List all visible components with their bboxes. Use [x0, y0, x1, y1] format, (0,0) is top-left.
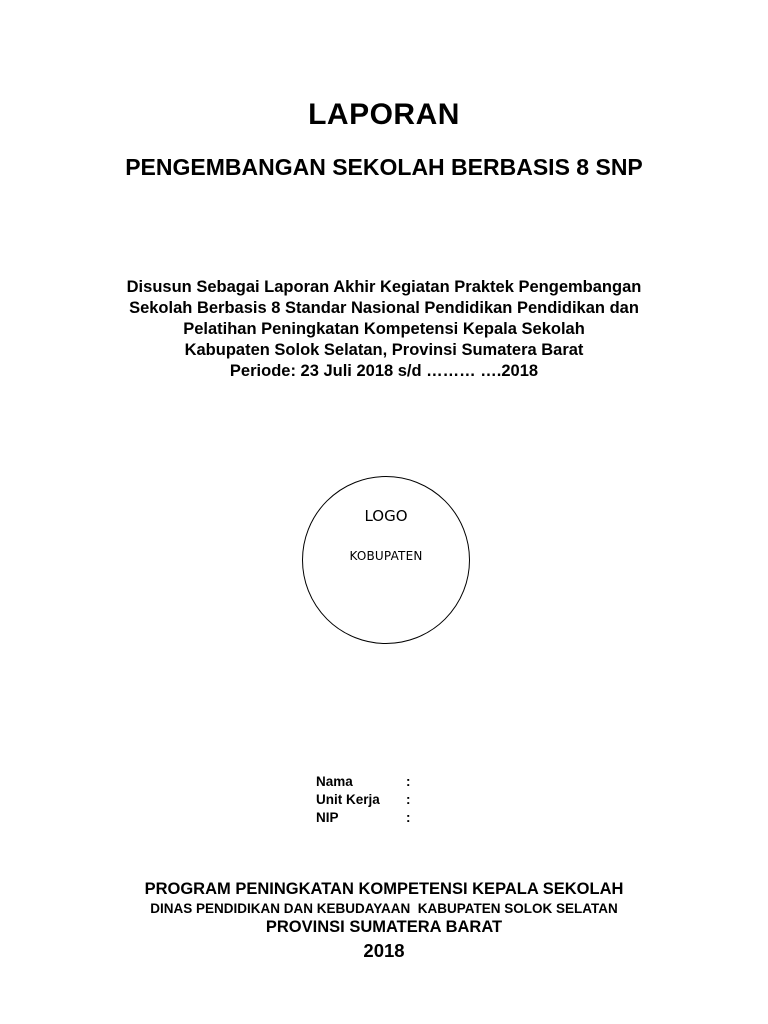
footer-year: 2018 [363, 940, 405, 961]
logo-placeholder-circle [302, 476, 470, 644]
description-line: Disusun Sebagai Laporan Akhir Kegiatan Praktek Pengembangan [126, 278, 642, 296]
logo-label: LOGO [364, 507, 408, 525]
identity-colon: : [406, 792, 411, 807]
footer-province: PROVINSI SUMATERA BARAT [265, 918, 503, 936]
identity-row-unit-kerja [316, 791, 416, 809]
identity-label: Nama [316, 774, 353, 789]
logo-sublabel: KOBUPATEN [349, 549, 423, 563]
description-line-period: Periode: 23 Juli 2018 s/d ……… ….2018 [229, 362, 539, 380]
report-subtitle: PENGEMBANGAN SEKOLAH BERBASIS 8 SNP [125, 154, 643, 180]
identity-label: Unit Kerja [316, 792, 380, 807]
description-line: Pelatihan Peningkatan Kompetensi Kepala Sekolah [183, 320, 585, 338]
report-description [0, 277, 768, 382]
identity-colon: : [406, 810, 411, 825]
description-line: Sekolah Berbasis 8 Standar Nasional Pendidikan Pendidikan dan [129, 299, 639, 317]
identity-row-nama [316, 773, 416, 791]
identity-colon: : [406, 774, 411, 789]
footer-program: PROGRAM PENINGKATAN KOMPETENSI KEPALA SEKOLAH [144, 880, 624, 898]
identity-label: NIP [316, 810, 339, 825]
description-line: Kabupaten Solok Selatan, Provinsi Sumatera Barat [184, 341, 584, 359]
identity-row-nip [316, 809, 416, 827]
identity-block [316, 773, 416, 827]
footer-office: DINAS PENDIDIKAN DAN KEBUDAYAAN KABUPATEN SOLOK SELATAN [150, 901, 618, 916]
report-title: LAPORAN [308, 98, 460, 131]
